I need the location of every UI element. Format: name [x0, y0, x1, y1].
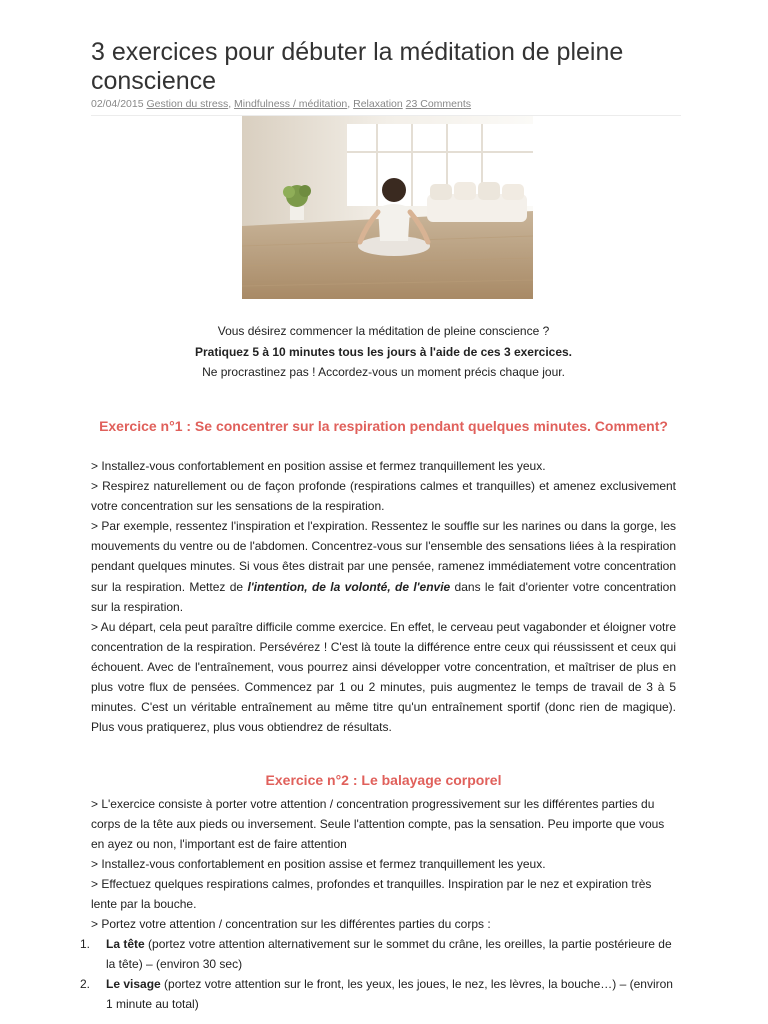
- exercise-2-paragraph-3: > Effectuez quelques respirations calmes, profondes et tranquilles. Inspiration par le nez et expiration très lente par la bouche.: [91, 877, 652, 911]
- intro-line-3: Ne procrastinez pas ! Accordez-vous un moment précis chaque jour.: [202, 365, 565, 379]
- list-item-number: 2.: [80, 977, 91, 991]
- post-date: 02/04/2015: [91, 98, 144, 110]
- list-item: [80, 934, 676, 974]
- list-item-text: (portez votre attention alternativement sur le sommet du crâne, les oreilles, la partie postérieure de la tête) – (environ 30 sec): [106, 937, 672, 971]
- meditation-photo: [242, 116, 533, 299]
- exercise-2-body: [80, 794, 676, 1014]
- exercise-2-paragraph-2: > Installez-vous confortablement en position assise et fermez tranquillement les yeux.: [91, 857, 546, 871]
- article-title: 3 exercices pour débuter la méditation de pleine conscience: [91, 38, 624, 95]
- exercise-2-paragraph-1: > L'exercice consiste à porter votre attention / concentration progressivement sur les différentes parties du corps de la tête aux pieds ou inversement. Seule l'attention compte, pas la sensation. Peu importe que vous en ayez ou non, l'important est de faire attention: [91, 797, 665, 851]
- intro-block: [91, 321, 676, 383]
- body-parts-list: [80, 934, 676, 1014]
- intro-line-2: Pratiquez 5 à 10 minutes tous les jours à l'aide de ces 3 exercices.: [194, 344, 573, 359]
- post-meta: 02/04/2015 Gestion du stress, Mindfulness / méditation, Relaxation 23 Comments: [91, 97, 681, 116]
- category-link-relaxation[interactable]: Relaxation: [353, 98, 403, 110]
- exercise-1-paragraph-2: > Respirez naturellement ou de façon profonde (respirations calmes et tranquilles) et amenez exclusivement votre concentration sur les sensations de la respiration.: [91, 479, 676, 514]
- exercise-1-body: [91, 456, 676, 737]
- exercise-1-paragraph-3-text: > Par exemple, ressentez l'inspiration et l'expiration. Ressentez le souffle sur les narines ou dans la gorge, les mouvements du ventre ou de l'abdomen. Concentrez-vous sur l'ensemble des sensations liées à la respiration pendant quelques minutes. Si vous êtes distrait par une pensée, ramenez immédiatement votre concentration sur la respiration. Mettez de: [91, 519, 676, 594]
- exercise-1-emphasis: l'intention, de la volonté, de l'envie: [247, 579, 451, 594]
- exercise-2-heading: Exercice n°2 : Le balayage corporel: [265, 772, 502, 788]
- exercise-1-paragraph-4: > Au départ, cela peut paraître difficile comme exercice. En effet, le cerveau peut vagabonder et éloigner votre concentration de la respiration. Persévérez ! C'est là toute la différence entre ceux qui réussissent et ceux qui échouent. Avec de l'entraînement, vous pourrez ainsi développer votre concentration, et maîtriser de plus en plus votre flux de pensées. Commencez par 1 ou 2 minutes, puis augmentez le temps de travail de 3 à 5 minutes. C'est un véritable entraînement au même titre qu'un entraînement sportif (donc rien de magique). Plus vous pratiquerez, plus vous obtiendrez de résultats.: [91, 619, 676, 735]
- list-item: [80, 974, 676, 1014]
- intro-line-1: Vous désirez commencer la méditation de pleine conscience ?: [217, 324, 550, 338]
- category-link-stress[interactable]: Gestion du stress: [146, 98, 229, 110]
- exercise-1-paragraph-1: > Installez-vous confortablement en position assise et fermez tranquillement les yeux.: [91, 459, 546, 473]
- exercise-1-paragraph-3: [91, 516, 676, 616]
- category-link-mindfulness[interactable]: Mindfulness / méditation: [234, 98, 348, 110]
- list-item-term: La tête: [106, 937, 145, 951]
- list-item-number: 1.: [80, 937, 91, 951]
- exercise-1-paragraph-3-end: dans le fait d'orienter votre concentration sur la respiration.: [91, 579, 676, 614]
- list-item-text: (portez votre attention sur le front, les yeux, les joues, le nez, les lèvres, la bouche…) – (environ 1 minute au total): [106, 977, 673, 1011]
- comments-link[interactable]: 23 Comments: [405, 98, 472, 110]
- list-item-term: Le visage: [106, 977, 161, 991]
- exercise-1-heading: Exercice n°1 : Se concentrer sur la respiration pendant quelques minutes. Comment?: [99, 418, 668, 434]
- exercise-2-paragraph-4: > Portez votre attention / concentration sur les différentes parties du corps :: [91, 917, 491, 931]
